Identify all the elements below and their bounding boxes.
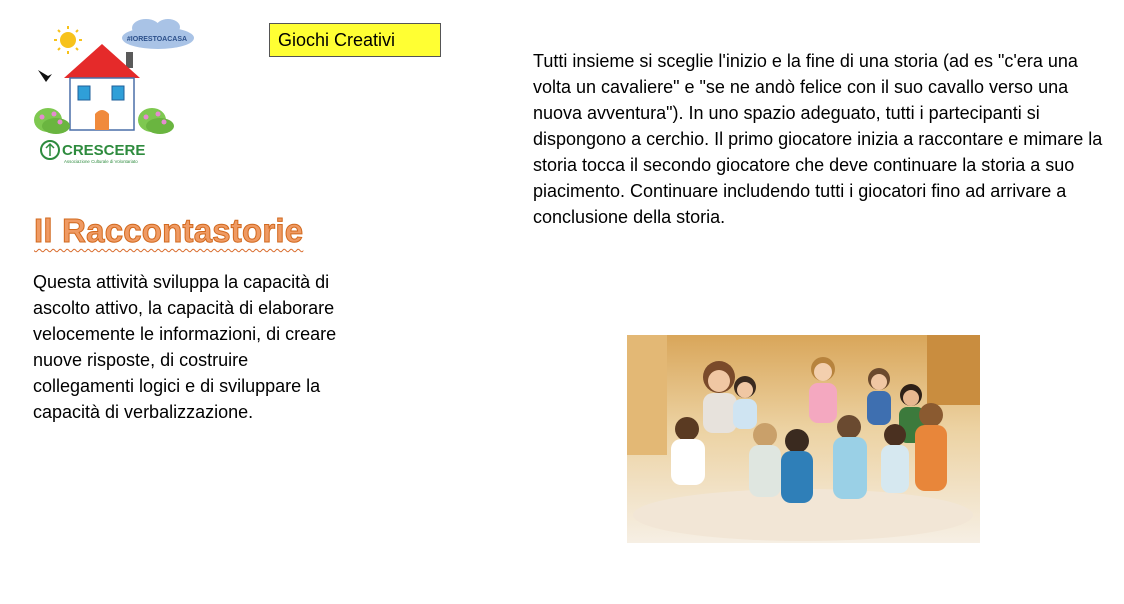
child-figure [749, 423, 781, 497]
page-title: Il Raccontastorie [34, 212, 304, 249]
child-figure [703, 361, 737, 433]
cloud-icon [122, 19, 194, 49]
child-figure [809, 357, 837, 423]
category-label: Giochi Creativi [269, 23, 441, 57]
crescere-logo [30, 16, 200, 168]
bird-icon [38, 70, 52, 82]
child-figure [915, 403, 947, 491]
sun-icon [54, 26, 82, 54]
child-figure [781, 429, 813, 503]
brand-name: CRESCERE [62, 142, 146, 159]
description-paragraph: Questa attività sviluppa la capacità di ascolto attivo, la capacità di elaborare velocemente le informazioni, di creare nuove risposte, di costruire collegamenti logici e di sviluppare la capacità di verbalizzazione. [33, 272, 337, 422]
instructions-paragraph: Tutti insieme si sceglie l'inizio e la fine di una storia (ad es "c'era una volta un cavaliere" e "se ne andò felice con il suo cavallo verso una nuova avventura"). In uno spazio adeguato, tutti i partecipanti si dispongono a cerchio. Il primo giocatore inizia a raccontare e mimare la storia tocca il secondo giocatore che deve continuare la storia a suo piacimento. Continuare includendo tutti i giocatori fino ad arrivare a conclusione della storia. [533, 51, 1103, 227]
child-figure [881, 424, 909, 493]
child-figure [867, 368, 891, 425]
children-circle-photo [627, 335, 980, 543]
brand-subtitle: Associazione Culturale di Volontariato [64, 159, 138, 164]
child-figure [733, 376, 757, 429]
cloud-hashtag: #IORESTOACASA [126, 36, 188, 43]
